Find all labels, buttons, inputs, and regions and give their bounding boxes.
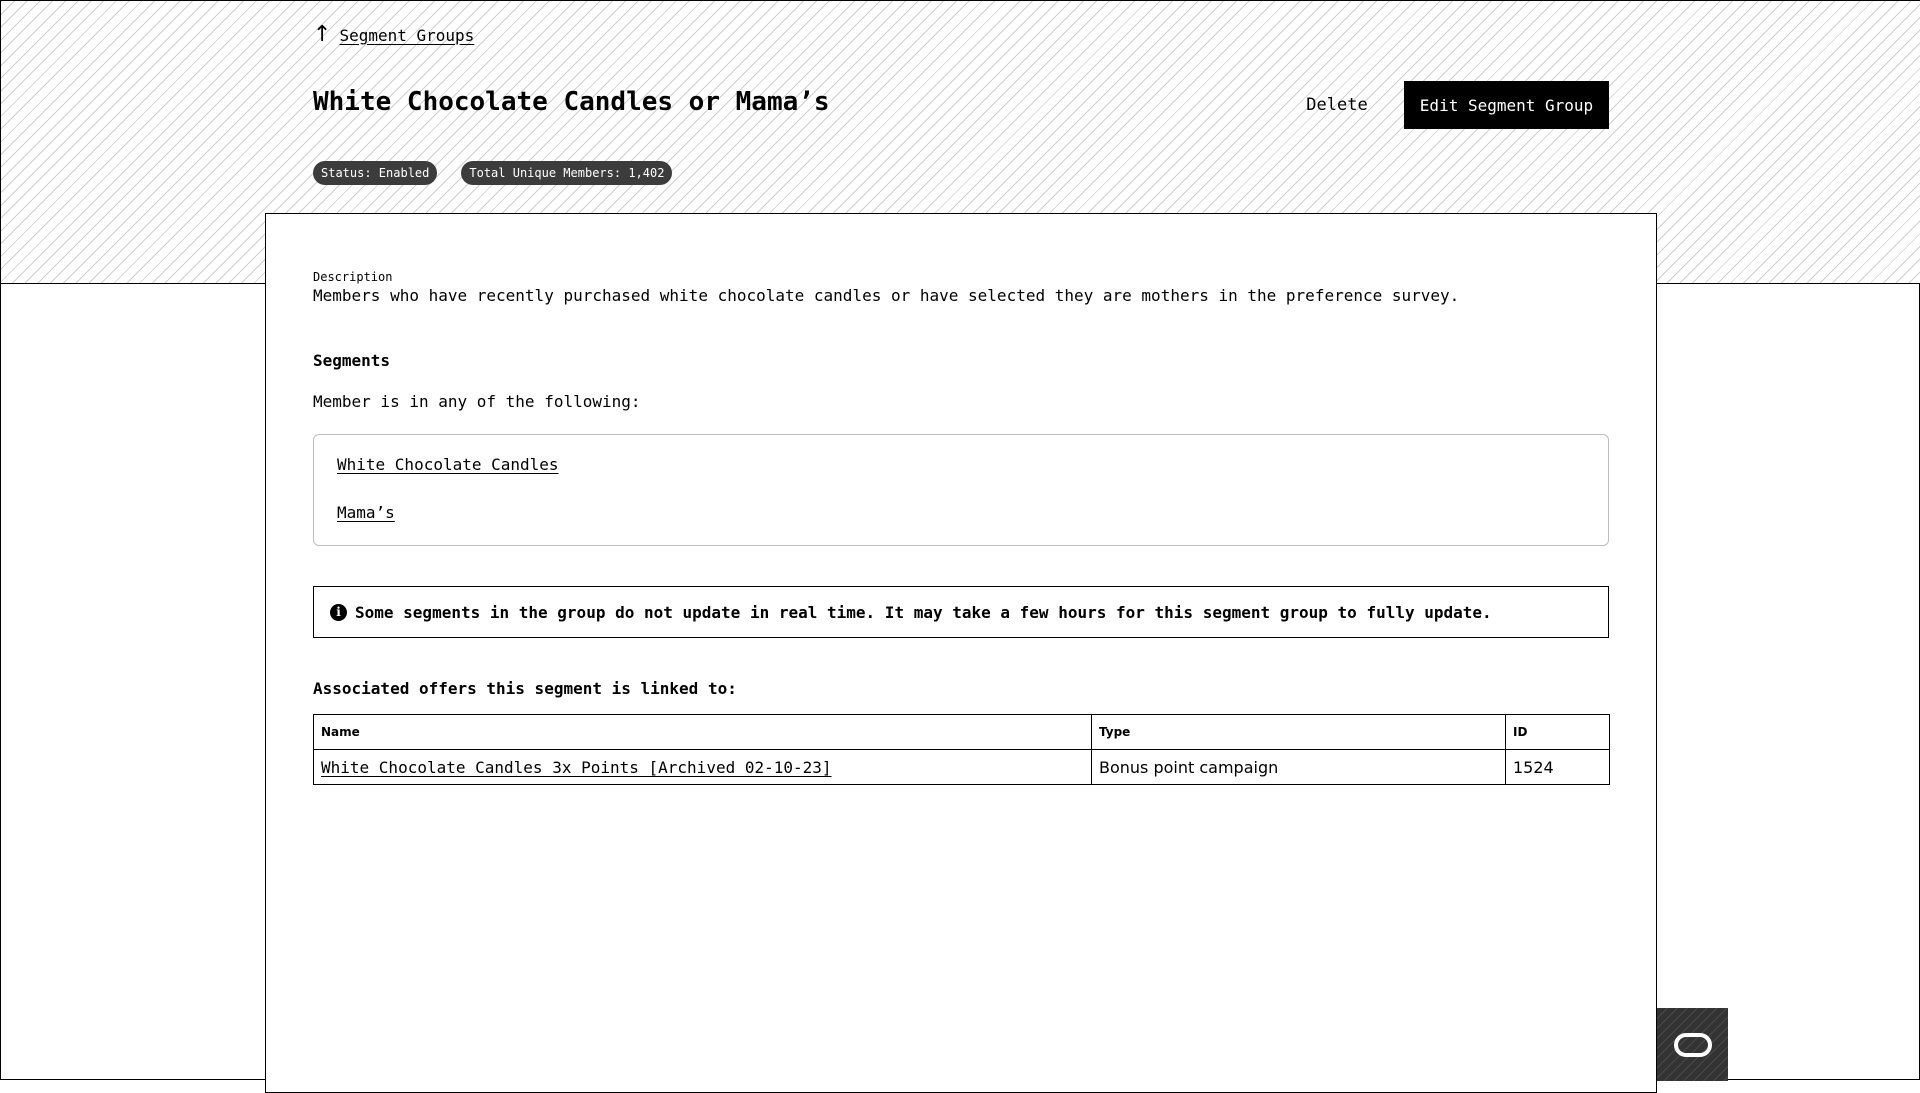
offers-table [313, 714, 1610, 785]
arrow-up-icon: ↑ [313, 22, 332, 47]
status-badge: Status: Enabled [313, 161, 437, 185]
offer-type-cell: Bonus point campaign [1092, 750, 1506, 785]
delete-button[interactable]: Delete [1291, 81, 1383, 129]
status-badges [313, 161, 672, 185]
oracle-logo-shape [1673, 1032, 1713, 1058]
oracle-logo-icon[interactable] [1657, 1008, 1728, 1081]
offer-name-cell [314, 750, 1092, 785]
table-row [314, 750, 1610, 785]
page-title: White Chocolate Candles or Mama’s [313, 87, 830, 117]
details-panel [265, 213, 1657, 1093]
breadcrumb[interactable] [313, 21, 474, 49]
segments-intro: Member is in any of the following: [313, 392, 641, 411]
edit-segment-group-button[interactable]: Edit Segment Group [1404, 81, 1609, 129]
offer-id-cell: 1524 [1506, 750, 1610, 785]
offers-heading: Associated offers this segment is linked to: [313, 679, 737, 698]
column-header-id: ID [1506, 715, 1610, 750]
column-header-type: Type [1092, 715, 1506, 750]
segments-list [313, 434, 1609, 546]
description-text: Members who have recently purchased white chocolate candles or have selected they are mothers in the preference survey. [313, 286, 1460, 305]
offer-link[interactable]: White Chocolate Candles 3x Points [Archived 02-10-23] [321, 757, 832, 777]
info-icon: i [330, 604, 347, 621]
breadcrumb-link[interactable]: Segment Groups [339, 25, 475, 45]
realtime-notice [313, 586, 1609, 638]
description-label: Description [313, 270, 393, 284]
segment-link-white-chocolate-candles[interactable]: White Chocolate Candles [337, 455, 559, 474]
notice-text: Some segments in the group do not update in real time. It may take a few hours for this segment group to fully update. [355, 602, 1492, 622]
members-count-badge: Total Unique Members: 1,402 [461, 161, 672, 185]
segments-heading: Segments [313, 351, 391, 370]
table-header-row [314, 715, 1610, 750]
column-header-name: Name [314, 715, 1092, 750]
segment-link-mamas[interactable]: Mama’s [337, 503, 395, 522]
